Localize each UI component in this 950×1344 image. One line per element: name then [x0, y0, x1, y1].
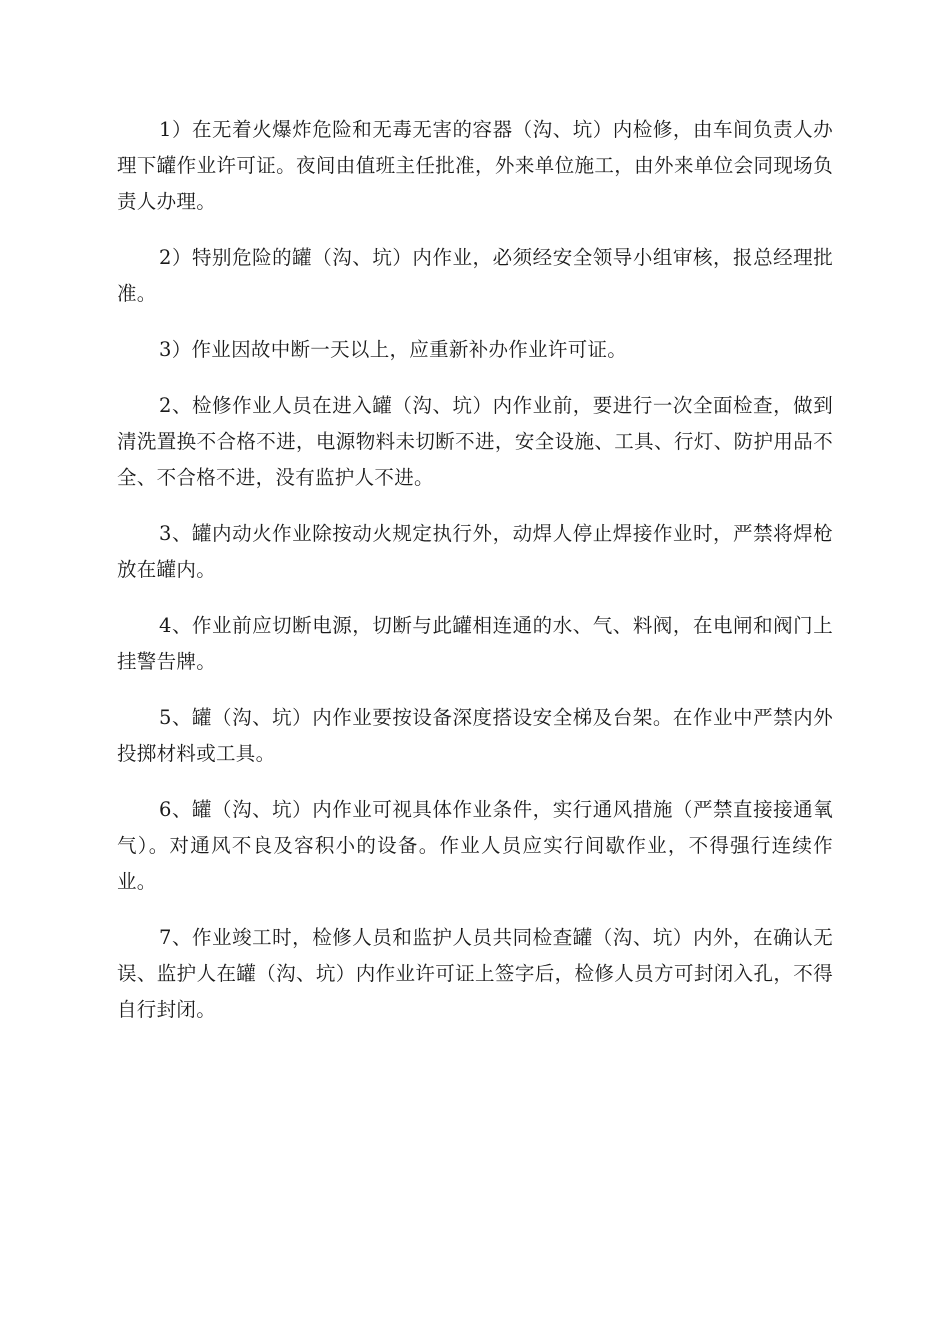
- paragraph-6: 6、罐（沟、坑）内作业可视具体作业条件，实行通风措施（严禁直接接通氧气）。对通风不良及容积小的设备。作业人员应实行间歇作业，不得强行连续作业。: [117, 798, 833, 893]
- paragraph-5: 5、罐（沟、坑）内作业要按设备深度搭设安全梯及台架。在作业中严禁内外投掷材料或工具。: [117, 706, 833, 765]
- paragraph-7: 7、作业竣工时，检修人员和监护人员共同检查罐（沟、坑）内外，在确认无误、监护人在罐（沟、坑）内作业许可证上签字后，检修人员方可封闭入孔，不得自行封闭。: [117, 926, 833, 1021]
- paragraph-4: 4、作业前应切断电源，切断与此罐相连通的水、气、料阀，在电闸和阀门上挂警告牌。: [117, 614, 833, 673]
- paragraph-1-1: 1）在无着火爆炸危险和无毒无害的容器（沟、坑）内检修，由车间负责人办理下罐作业许可证。夜间由值班主任批准，外来单位施工，由外来单位会同现场负责人办理。: [117, 118, 833, 213]
- paragraph-1-3: 3）作业因故中断一天以上，应重新补办作业许可证。: [159, 338, 628, 361]
- paragraph-2: 2、检修作业人员在进入罐（沟、坑）内作业前，要进行一次全面检查，做到清洗置换不合格不进，电源物料未切断不进，安全设施、工具、行灯、防护用品不全、不合格不进，没有监护人不进。: [117, 394, 833, 489]
- paragraph-1-2: 2）特别危险的罐（沟、坑）内作业，必须经安全领导小组审核，报总经理批准。: [117, 246, 833, 305]
- document-body: [117, 112, 833, 1048]
- paragraph-3: 3、罐内动火作业除按动火规定执行外，动焊人停止焊接作业时，严禁将焊枪放在罐内。: [117, 522, 833, 581]
